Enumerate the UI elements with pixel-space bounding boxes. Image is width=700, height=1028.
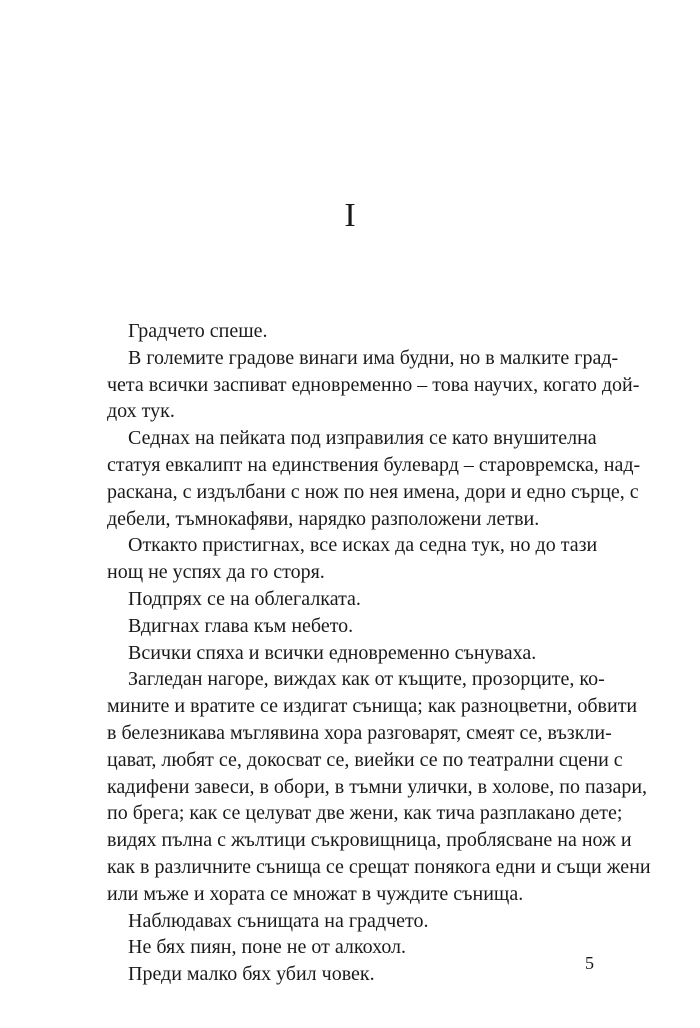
text-line: дох тук. [107, 400, 175, 423]
text-line: по брега; как се целуват две жени, как тича разплакано дете; [107, 802, 623, 825]
text-line: дебели, тъмнокафяви, нарядко разположени летви. [107, 507, 540, 530]
text-line: видях пълна с жълтици съкровищница, проблясване на нож и [107, 829, 632, 852]
text-line: в белезникава мъглявина хора разговарят, смеят се, възкли- [107, 721, 612, 744]
text-line: Откакто пристигнах, все исках да седна тук, но до тази [128, 534, 598, 557]
text-line: кадифени завеси, в обори, в тъмни улички, в холове, по пазари, [107, 775, 648, 798]
text-line: раскана, с издълбани с нож по нея имена, дори и едно сърце, с [107, 480, 639, 503]
text-line: Всички спяха и всички едновременно сънуваха. [128, 641, 537, 664]
text-line: чета всички заспиват едновременно – това научих, когато дой- [107, 373, 640, 396]
text-line: Подпрях се на облегалката. [128, 587, 361, 610]
text-line: Градчето спеше. [128, 320, 268, 342]
text-line: нощ не успях да го сторя. [107, 561, 325, 584]
text-line: статуя евкалипт на единствения булевард – старовремска, над- [107, 453, 641, 476]
text-line: цават, любят се, докосват се, виейки се по театрални сцени с [107, 748, 623, 771]
text-line: Вдигнах глава към небето. [128, 614, 354, 637]
text-line: Не бях пиян, поне не от алкохол. [128, 936, 407, 959]
text-line: как в различните сънища се срещат понякога едни и същи жени [107, 855, 651, 878]
text-line: мините и вратите се издигат сънища; как разноцветни, обвити [107, 695, 638, 718]
text-line: Седнах на пейката под изправилия се като внушителна [128, 427, 597, 450]
body-text [107, 318, 651, 988]
page-number: 5 [585, 953, 594, 973]
text-line: или мъже и хората се множат в чуждите сънища. [107, 882, 524, 905]
text-line: Наблюдавах сънищата на градчето. [128, 909, 429, 932]
text-line: Загледан нагоре, виждах как от къщите, прозорците, ко- [128, 668, 605, 691]
text-line: Преди малко бях убил човек. [128, 963, 375, 986]
chapter-number: I [344, 197, 356, 234]
text-line: В големите градове винаги има будни, но в малките град- [128, 346, 619, 369]
